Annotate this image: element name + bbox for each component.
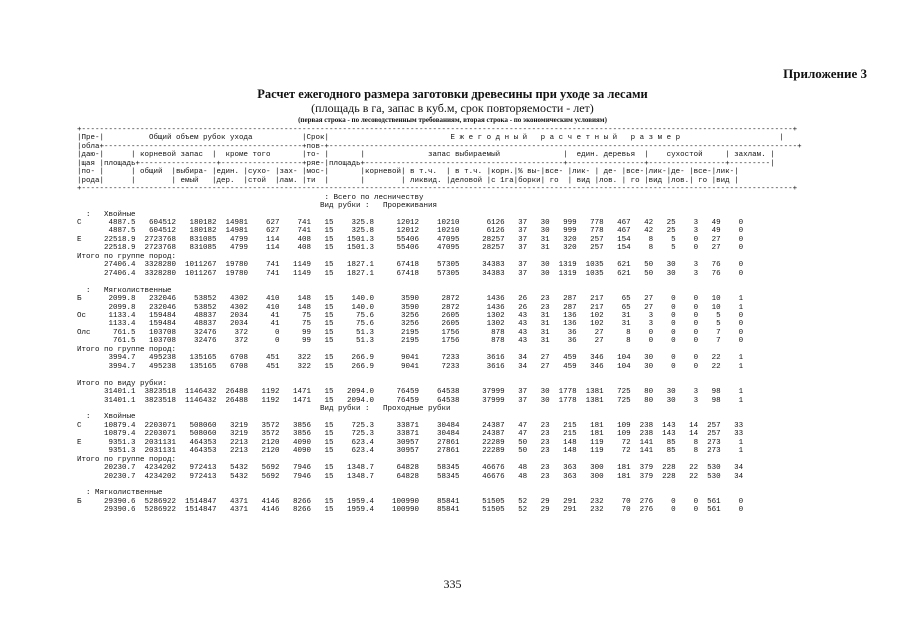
table-row (77, 481, 849, 489)
table-row: 1133.4 159484 48837 2034 41 75 15 75.6 3256 2605 1302 43 31 136 102 31 3 0 0 5 0 (77, 320, 744, 329)
table-row: 761.5 103708 32476 372 0 99 15 51.3 2195 1756 878 43 31 36 27 8 0 0 0 7 0 (77, 337, 744, 346)
appendix-label: Приложение 3 (783, 66, 867, 81)
table-header-line: +--------------------------------------------------------------------------------------------------------------------------------------------------------------+ (77, 126, 798, 134)
document-subtitle: (площадь в га, запас в куб.м, срок повторяемости - лет) (311, 101, 594, 115)
table-row: 31401.1 3823518 1146432 26488 1192 1471 15 2094.0 76459 64538 37999 37 30 1778 1381 725 80 30 3 98 1 (77, 388, 744, 397)
table-row: 10879.4 2203071 508060 3219 3572 3856 15 725.3 33871 30484 24387 47 23 215 181 109 238 143 14 257 33 (77, 430, 744, 439)
table-header-line: |по- | | общий |выбира- |един. |сухо- |зах- |мос-| |корневой| в т.ч. | в т.ч. |корн.|% вы-|все- |лик- | де- |все-|лик-|де- |все-|лик-| (77, 168, 739, 177)
document-title: Расчет ежегодного размера заготовки древесины при уходе за лесами (257, 87, 648, 101)
calculation-table (77, 126, 849, 515)
table-row: : Хвойные (77, 413, 136, 422)
document-note: (первая строка - по лесоводственным требованиям, вторая строка - по экономическим условиям) (298, 116, 607, 124)
table-row: Итого по группе пород: (77, 345, 177, 354)
table-row: Итого по группе пород: (77, 455, 177, 464)
table-header-line: |рода| | | емый |дер. |стой |лам. |ти | | | ликвид. |деловой |с 1га|борки| го | вид |лов. | го |вид |лов.| го |вид | (77, 176, 739, 185)
table-header-line: +--------------------------------------------------------------------------------------------------------------------------------------------------------------+ (77, 185, 798, 194)
table-row: Б 2099.8 232046 53852 4302 410 148 15 140.0 3590 2872 1436 26 23 287 217 65 27 0 0 10 1 (77, 295, 744, 304)
table-row: Вид рубки : Проходные рубки (77, 404, 451, 413)
table-row: : Хвойные (77, 210, 136, 219)
table-row: С 4887.5 604512 180182 14981 627 741 15 325.8 12012 10210 6126 37 30 999 778 467 42 25 3 49 0 (77, 218, 744, 227)
table-row: 3994.7 495238 135165 6708 451 322 15 266.9 9041 7233 3616 34 27 459 346 104 30 0 0 22 1 (77, 362, 744, 371)
table-row: : Мягколиственные (77, 489, 163, 498)
table-row: Ос 1133.4 159484 48837 2034 41 75 15 75.6 3256 2605 1302 43 31 136 102 31 3 0 0 5 0 (77, 311, 744, 320)
table-row: : Мягколиственные (77, 286, 172, 295)
table-header-line: |Пре-| Общий объем рубок ухода |Срок| Е ж е г о д н ы й р а с ч е т н ы й р а з м е р | (77, 134, 784, 143)
table-row: Олс 761.5 103708 32476 372 0 99 15 51.3 2195 1756 878 43 31 36 27 8 0 0 0 7 0 (77, 328, 744, 337)
table-row: Итого по группе пород: (77, 252, 177, 261)
page-number: 335 (443, 577, 462, 591)
table-row: 31401.1 3823518 1146432 26488 1192 1471 15 2094.0 76459 64538 37999 37 30 1778 1381 725 80 30 3 98 1 (77, 396, 744, 405)
table-row: 20230.7 4234202 972413 5432 5692 7946 15 1348.7 64828 58345 46676 48 23 363 300 181 379 228 22 530 34 (77, 464, 744, 473)
table-row: Вид рубки : Прореживания (77, 202, 438, 211)
table-row: 4887.5 604512 180182 14981 627 741 15 325.8 12012 10210 6126 37 30 999 778 467 42 25 3 49 0 (77, 227, 744, 236)
table-row: 3994.7 495238 135165 6708 451 322 15 266.9 9041 7233 3616 34 27 459 346 104 30 0 0 22 1 (77, 354, 744, 363)
table-header-line: |даю-| | корневой запас | кроме того |то- | | запас выбираемый | един. деревья | сухостой | захлам. | (77, 151, 775, 160)
table-row: 27406.4 3328280 1011267 19780 741 1149 15 1827.1 67418 57305 34383 37 30 1319 1035 621 50 30 3 76 0 (77, 261, 744, 270)
table-row: С 10879.4 2203071 508060 3219 3572 3856 15 725.3 33871 30484 24387 47 23 215 181 109 238 143 14 257 33 (77, 421, 744, 430)
table-row: Итого по виду рубки: (77, 379, 168, 388)
table-row: Е 22518.9 2723768 831085 4799 114 408 15 1501.3 55406 47095 28257 37 31 320 257 154 8 5 0 27 0 (77, 235, 744, 244)
table-row: 22518.9 2723768 831085 4799 114 408 15 1501.3 55406 47095 28257 37 31 320 257 154 8 5 0 27 0 (77, 244, 744, 253)
table-row: 27406.4 3328280 1011267 19780 741 1149 15 1827.1 67418 57305 34383 37 30 1319 1035 621 50 30 3 76 0 (77, 269, 744, 278)
table-row: : Всего по лесничеству (77, 193, 424, 202)
table-row: 9351.3 2031131 464353 2213 2120 4090 15 623.4 30957 27861 22289 50 23 148 119 72 141 85 8 273 1 (77, 447, 744, 456)
table-header (77, 126, 849, 194)
table-header-line: |обла+--------------------------------------------+пов-+--------------------------------------------------------------------------------------------------------+ (77, 142, 802, 151)
table-row (77, 278, 849, 286)
table-header-line: |щая |площадь+-----------------+------------------+ряе-|площадь+--------------------------------------------+-----------------+-----------------+---------| (77, 159, 775, 168)
table-body (77, 194, 849, 515)
table-row: Е 9351.3 2031131 464353 2213 2120 4090 15 623.4 30957 27861 22289 50 23 148 119 72 141 85 8 273 1 (77, 438, 744, 447)
table-row (77, 371, 849, 379)
table-row: 2099.8 232046 53852 4302 410 148 15 140.0 3590 2872 1436 26 23 287 217 65 27 0 0 10 1 (77, 303, 744, 312)
table-row: 29390.6 5286922 1514847 4371 4146 8266 15 1959.4 100990 85841 51505 52 29 291 232 70 276 0 0 561 0 (77, 506, 744, 515)
table-row: Б 29390.6 5286922 1514847 4371 4146 8266 15 1959.4 100990 85841 51505 52 29 291 232 70 276 0 0 561 0 (77, 497, 744, 506)
table-row: 20230.7 4234202 972413 5432 5692 7946 15 1348.7 64828 58345 46676 48 23 363 300 181 379 228 22 530 34 (77, 472, 744, 481)
